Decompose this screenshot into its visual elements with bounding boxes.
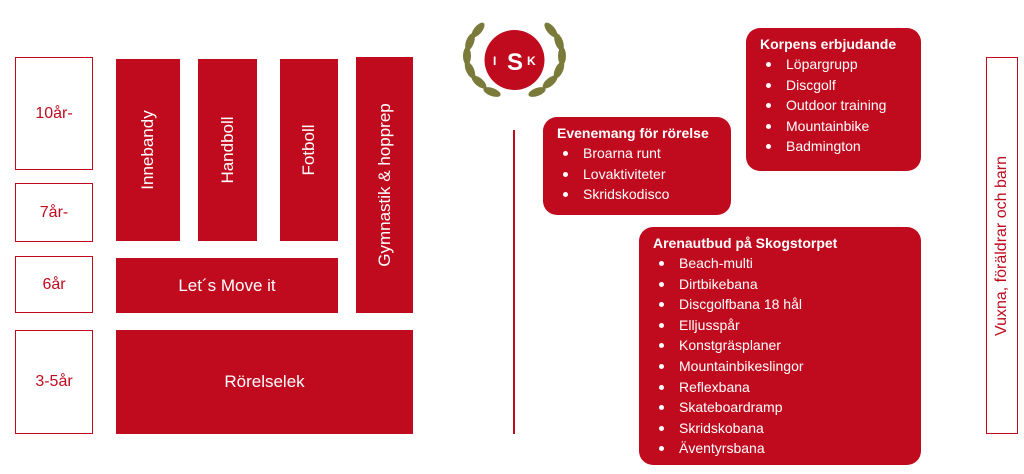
age-box-6 xyxy=(15,256,93,313)
panel-title: Evenemang för rörelse xyxy=(557,125,709,141)
activity-label: Rörelselek xyxy=(224,372,305,391)
list-item: Dirtbikebana xyxy=(653,274,909,295)
list-item: Elljusspår xyxy=(653,315,909,336)
list-item: Mountainbike xyxy=(760,116,909,137)
activity-label: Fotboll xyxy=(299,124,318,176)
adults-box xyxy=(986,57,1018,434)
list-item: Beach-multi xyxy=(653,253,909,274)
list-item: Löpargrupp xyxy=(760,54,909,75)
age-label: 10år- xyxy=(35,104,73,122)
age-box-7 xyxy=(15,183,93,242)
panel-list xyxy=(760,54,909,157)
list-item: Äventyrsbana xyxy=(653,438,909,459)
divider-line xyxy=(513,130,515,434)
activity-label: Innebandy xyxy=(138,110,157,190)
panel-evenemang xyxy=(543,117,731,215)
activity-lets-move-it xyxy=(116,258,338,313)
list-item: Lovaktiviteter xyxy=(557,164,719,185)
panel-title: Korpens erbjudande xyxy=(760,36,897,52)
list-item: Reflexbana xyxy=(653,377,909,398)
logo-letter-k: K xyxy=(527,54,536,68)
activity-innebandy xyxy=(116,59,180,241)
list-item: Skridskodisco xyxy=(557,184,719,205)
list-item: Discgolfbana 18 hål xyxy=(653,294,909,315)
activity-label: Handboll xyxy=(217,116,237,184)
activity-handboll xyxy=(198,59,257,241)
panel-list xyxy=(653,253,909,459)
adults-label: Vuxna, föräldrar och barn xyxy=(993,155,1010,336)
panel-title: Arenautbud på Skogstorpet xyxy=(653,235,838,251)
list-item: Outdoor training xyxy=(760,95,909,116)
club-logo xyxy=(448,10,581,105)
age-label: 7år- xyxy=(39,203,69,221)
list-item: Skateboardramp xyxy=(653,397,909,418)
list-item: Badmington xyxy=(760,136,909,157)
panel-list xyxy=(557,143,719,205)
activity-fotboll xyxy=(280,59,338,241)
activity-gymnastik xyxy=(356,57,413,313)
list-item: Skridskobana xyxy=(653,418,909,439)
age-box-3-5 xyxy=(15,330,93,434)
age-label: 3-5år xyxy=(35,373,73,390)
list-item: Mountainbikeslingor xyxy=(653,356,909,377)
logo-letter-i: I xyxy=(493,54,497,68)
panel-arena xyxy=(639,227,921,465)
list-item: Discgolf xyxy=(760,75,909,96)
activity-rorelselek xyxy=(116,330,413,434)
activity-label: Gymnastik & hopprep xyxy=(374,103,394,267)
panel-korpen xyxy=(746,28,921,171)
list-item: Konstgräsplaner xyxy=(653,335,909,356)
logo-letter-s: S xyxy=(507,49,524,76)
age-box-10 xyxy=(15,57,93,170)
age-label: 6år xyxy=(42,275,66,293)
activity-label: Let´s Move it xyxy=(178,275,276,295)
list-item: Broarna runt xyxy=(557,143,719,164)
